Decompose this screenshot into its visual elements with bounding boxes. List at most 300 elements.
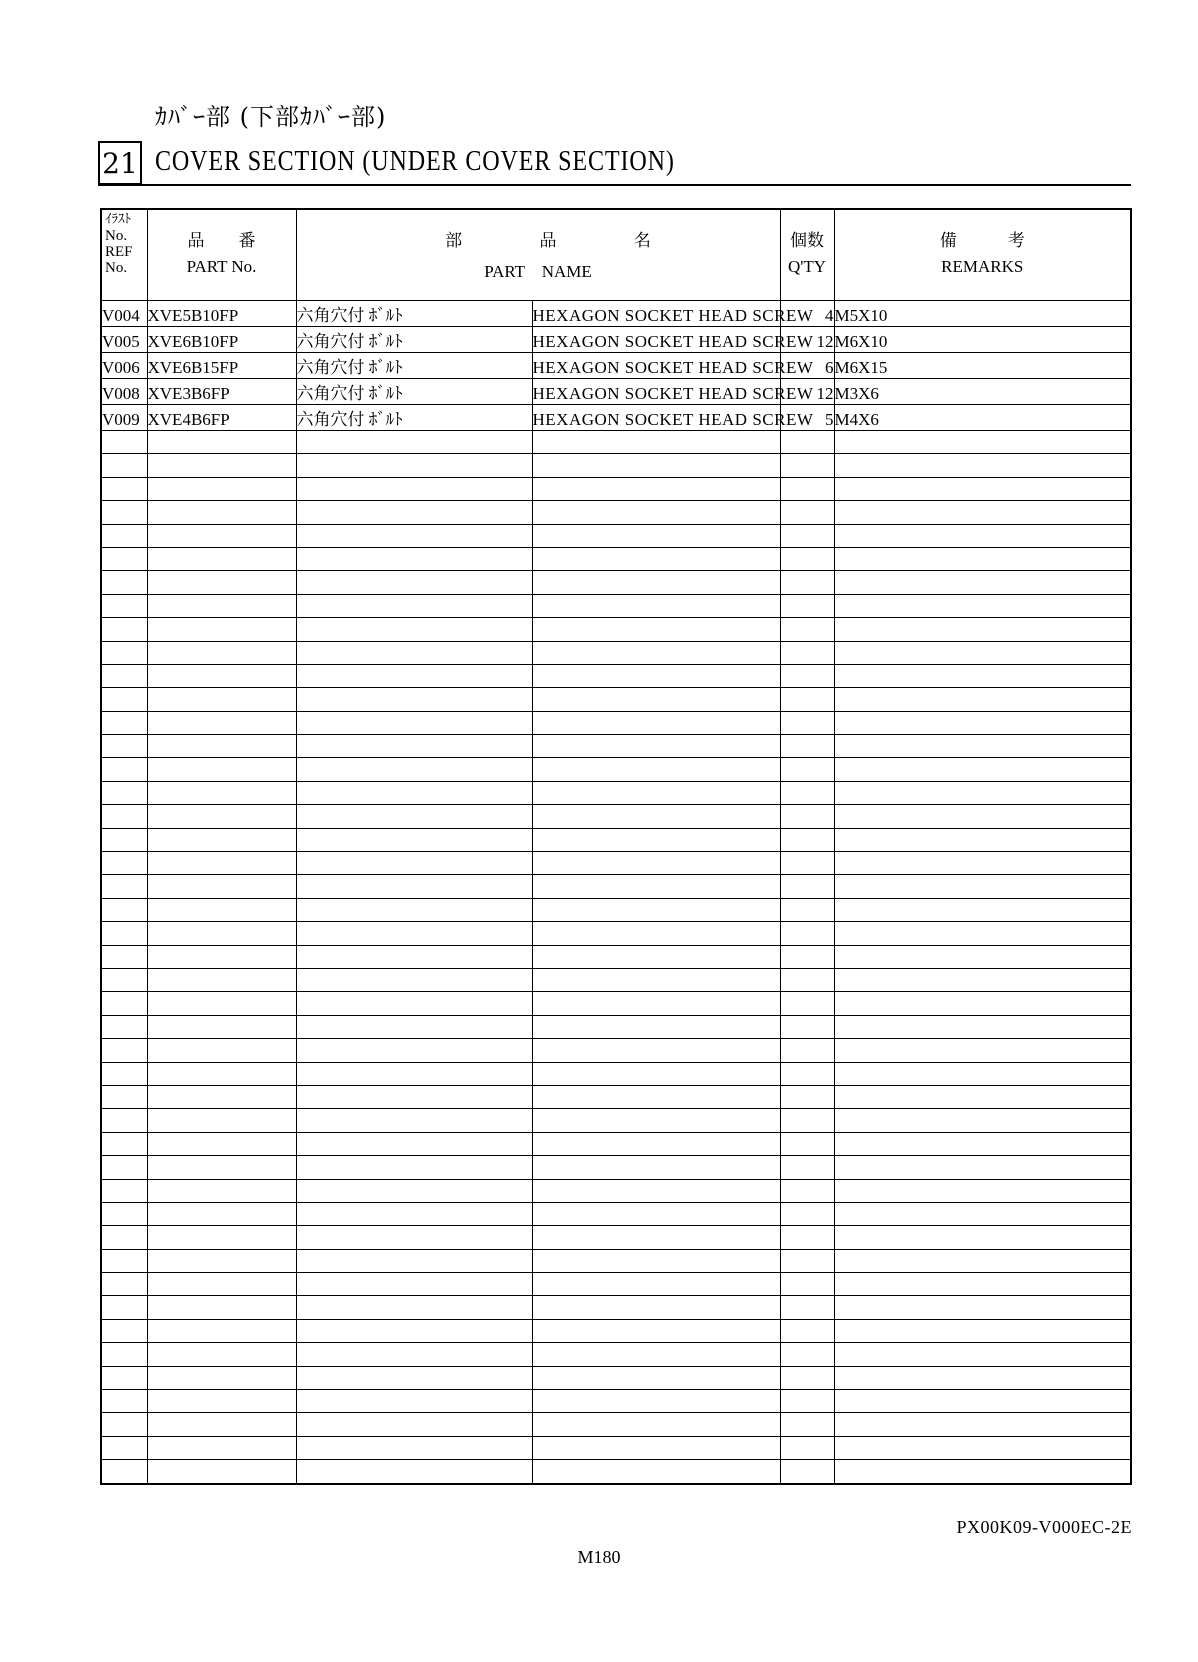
qty-cell: 4 <box>780 301 834 327</box>
empty-cell <box>834 968 1131 991</box>
empty-cell <box>834 805 1131 828</box>
empty-cell <box>101 1085 147 1108</box>
empty-cell <box>147 454 296 477</box>
part-name-jp-cell: 六角穴付 ﾎﾞﾙﾄ <box>296 379 532 405</box>
empty-cell <box>532 1296 780 1319</box>
empty-cell <box>147 1015 296 1038</box>
empty-cell <box>296 431 532 454</box>
part-name-header-jp-1: 部 <box>445 231 463 251</box>
part-name-jp-cell: 六角穴付 ﾎﾞﾙﾄ <box>296 301 532 327</box>
empty-cell <box>780 547 834 570</box>
empty-row <box>101 1296 1131 1319</box>
empty-cell <box>147 1436 296 1459</box>
empty-cell <box>296 664 532 687</box>
empty-row <box>101 1390 1131 1413</box>
empty-cell <box>147 1085 296 1108</box>
empty-cell <box>780 688 834 711</box>
empty-cell <box>101 618 147 641</box>
empty-cell <box>296 852 532 875</box>
empty-cell <box>834 781 1131 804</box>
empty-cell <box>147 524 296 547</box>
section-title-english: COVER SECTION (UNDER COVER SECTION) <box>155 146 675 177</box>
empty-cell <box>296 781 532 804</box>
part-name-header-jp-3: 名 <box>633 231 651 251</box>
empty-cell <box>834 454 1131 477</box>
empty-cell <box>780 922 834 945</box>
table-row <box>101 379 1131 405</box>
empty-row <box>101 922 1131 945</box>
empty-row <box>101 805 1131 828</box>
empty-cell <box>101 1202 147 1225</box>
empty-cell <box>101 1062 147 1085</box>
empty-cell <box>147 992 296 1015</box>
ref-header-en: REF <box>105 244 133 260</box>
empty-cell <box>780 1436 834 1459</box>
empty-cell <box>532 922 780 945</box>
empty-cell <box>780 1296 834 1319</box>
empty-cell <box>834 1179 1131 1202</box>
part-no-header <box>147 209 296 301</box>
empty-cell <box>780 1273 834 1296</box>
qty-header-jp: 個数 <box>790 231 824 251</box>
empty-cell <box>532 1156 780 1179</box>
empty-cell <box>834 501 1131 524</box>
empty-cell <box>780 1109 834 1132</box>
remarks-header <box>834 209 1131 301</box>
part-name-en-cell: HEXAGON SOCKET HEAD SCREW <box>532 405 780 431</box>
empty-cell <box>532 1343 780 1366</box>
empty-cell <box>780 828 834 851</box>
empty-cell <box>101 1296 147 1319</box>
empty-cell <box>101 898 147 921</box>
empty-cell <box>147 1460 296 1484</box>
empty-cell <box>296 594 532 617</box>
empty-cell <box>147 501 296 524</box>
empty-cell <box>101 1015 147 1038</box>
empty-cell <box>296 828 532 851</box>
empty-cell <box>780 1132 834 1155</box>
empty-cell <box>147 1390 296 1413</box>
empty-row <box>101 1413 1131 1436</box>
page-number: M180 <box>577 1547 621 1567</box>
empty-cell <box>101 571 147 594</box>
empty-cell <box>101 968 147 991</box>
empty-row <box>101 664 1131 687</box>
empty-cell <box>147 1249 296 1272</box>
empty-cell <box>532 477 780 500</box>
part-name-en-cell: HEXAGON SOCKET HEAD SCREW <box>532 353 780 379</box>
empty-cell <box>780 1156 834 1179</box>
empty-cell <box>834 1202 1131 1225</box>
ref-header-no: No. <box>105 228 128 244</box>
empty-cell <box>101 758 147 781</box>
empty-cell <box>101 454 147 477</box>
empty-cell <box>296 1413 532 1436</box>
ref-cell: V009 <box>101 405 147 431</box>
remarks-cell: M6X15 <box>834 353 1131 379</box>
empty-cell <box>834 1460 1131 1484</box>
empty-cell <box>532 1179 780 1202</box>
empty-cell <box>780 594 834 617</box>
empty-cell <box>101 547 147 570</box>
empty-row <box>101 1039 1131 1062</box>
empty-cell <box>296 968 532 991</box>
empty-cell <box>101 1343 147 1366</box>
table-row <box>101 327 1131 353</box>
remarks-cell: M5X10 <box>834 301 1131 327</box>
empty-cell <box>532 1460 780 1484</box>
empty-cell <box>296 571 532 594</box>
empty-cell <box>101 805 147 828</box>
empty-cell <box>296 898 532 921</box>
empty-cell <box>780 968 834 991</box>
empty-cell <box>834 1296 1131 1319</box>
empty-cell <box>834 1273 1131 1296</box>
empty-row <box>101 1015 1131 1038</box>
empty-cell <box>532 547 780 570</box>
empty-cell <box>780 1062 834 1085</box>
empty-cell <box>101 1366 147 1389</box>
empty-cell <box>101 477 147 500</box>
empty-cell <box>532 571 780 594</box>
empty-cell <box>532 1039 780 1062</box>
empty-cell <box>532 1062 780 1085</box>
empty-cell <box>101 501 147 524</box>
empty-cell <box>147 735 296 758</box>
empty-cell <box>780 431 834 454</box>
empty-cell <box>147 945 296 968</box>
empty-cell <box>532 735 780 758</box>
empty-cell <box>532 1436 780 1459</box>
empty-cell <box>101 524 147 547</box>
part-name-header <box>296 209 780 301</box>
empty-cell <box>101 431 147 454</box>
empty-cell <box>834 1156 1131 1179</box>
empty-cell <box>834 618 1131 641</box>
empty-cell <box>532 1413 780 1436</box>
empty-row <box>101 571 1131 594</box>
ref-cell: V006 <box>101 353 147 379</box>
empty-cell <box>780 1343 834 1366</box>
document-code: PX00K09-V000EC-2E <box>956 1517 1132 1537</box>
empty-cell <box>532 1366 780 1389</box>
qty-cell: 6 <box>780 353 834 379</box>
part-no-cell: XVE4B6FP <box>147 405 296 431</box>
empty-cell <box>147 1296 296 1319</box>
table-row <box>101 353 1131 379</box>
empty-cell <box>834 735 1131 758</box>
empty-row <box>101 618 1131 641</box>
empty-cell <box>296 922 532 945</box>
empty-row <box>101 758 1131 781</box>
empty-cell <box>834 1249 1131 1272</box>
empty-cell <box>780 1249 834 1272</box>
empty-cell <box>101 594 147 617</box>
empty-cell <box>296 758 532 781</box>
parts-table <box>100 208 1132 1485</box>
empty-cell <box>296 1156 532 1179</box>
empty-cell <box>780 454 834 477</box>
ref-cell: V004 <box>101 301 147 327</box>
empty-cell <box>147 828 296 851</box>
empty-row <box>101 875 1131 898</box>
empty-row <box>101 641 1131 664</box>
empty-cell <box>147 922 296 945</box>
ref-header-jp: ｲﾗｽﾄ <box>105 212 131 227</box>
empty-cell <box>147 1226 296 1249</box>
empty-cell <box>101 735 147 758</box>
empty-cell <box>147 1202 296 1225</box>
empty-cell <box>532 781 780 804</box>
remarks-cell: M6X10 <box>834 327 1131 353</box>
empty-row <box>101 828 1131 851</box>
part-no-cell: XVE5B10FP <box>147 301 296 327</box>
qty-header <box>780 209 834 301</box>
empty-cell <box>147 1343 296 1366</box>
table-row <box>101 301 1131 327</box>
empty-cell <box>101 1179 147 1202</box>
empty-cell <box>147 618 296 641</box>
empty-cell <box>101 828 147 851</box>
empty-cell <box>834 1015 1131 1038</box>
empty-cell <box>780 875 834 898</box>
empty-cell <box>296 1273 532 1296</box>
empty-cell <box>101 1109 147 1132</box>
empty-cell <box>834 594 1131 617</box>
empty-cell <box>532 968 780 991</box>
empty-cell <box>780 711 834 734</box>
empty-cell <box>296 735 532 758</box>
empty-cell <box>101 1460 147 1484</box>
empty-cell <box>296 1039 532 1062</box>
qty-cell: 5 <box>780 405 834 431</box>
empty-cell <box>147 594 296 617</box>
empty-cell <box>834 852 1131 875</box>
empty-cell <box>296 875 532 898</box>
empty-cell <box>834 1085 1131 1108</box>
empty-cell <box>532 1109 780 1132</box>
empty-cell <box>834 898 1131 921</box>
empty-row <box>101 524 1131 547</box>
remarks-cell: M3X6 <box>834 379 1131 405</box>
empty-cell <box>101 1132 147 1155</box>
empty-cell <box>532 1390 780 1413</box>
empty-row <box>101 1343 1131 1366</box>
empty-cell <box>296 1109 532 1132</box>
empty-row <box>101 1202 1131 1225</box>
empty-cell <box>834 547 1131 570</box>
empty-cell <box>834 641 1131 664</box>
empty-cell <box>147 852 296 875</box>
part-no-cell: XVE6B10FP <box>147 327 296 353</box>
ref-header-no2: No. <box>105 260 128 276</box>
empty-cell <box>296 1390 532 1413</box>
empty-row <box>101 945 1131 968</box>
part-no-cell: XVE6B15FP <box>147 353 296 379</box>
empty-cell <box>101 852 147 875</box>
empty-cell <box>296 477 532 500</box>
empty-cell <box>780 758 834 781</box>
empty-cell <box>532 454 780 477</box>
empty-cell <box>780 641 834 664</box>
empty-cell <box>101 1249 147 1272</box>
empty-cell <box>296 641 532 664</box>
empty-cell <box>296 1062 532 1085</box>
empty-cell <box>532 898 780 921</box>
empty-cell <box>834 758 1131 781</box>
part-name-en-cell: HEXAGON SOCKET HEAD SCREW <box>532 379 780 405</box>
empty-cell <box>780 1039 834 1062</box>
empty-cell <box>834 1062 1131 1085</box>
empty-cell <box>834 1039 1131 1062</box>
empty-row <box>101 477 1131 500</box>
empty-row <box>101 431 1131 454</box>
empty-cell <box>532 501 780 524</box>
empty-cell <box>147 758 296 781</box>
empty-cell <box>101 1436 147 1459</box>
empty-cell <box>780 1179 834 1202</box>
qty-header-en: Q'TY <box>787 257 826 276</box>
empty-cell <box>834 1390 1131 1413</box>
empty-cell <box>834 828 1131 851</box>
empty-row <box>101 711 1131 734</box>
empty-cell <box>296 1249 532 1272</box>
empty-cell <box>780 1202 834 1225</box>
empty-cell <box>834 664 1131 687</box>
remarks-cell: M4X6 <box>834 405 1131 431</box>
empty-cell <box>834 477 1131 500</box>
empty-cell <box>101 1319 147 1342</box>
empty-row <box>101 501 1131 524</box>
empty-cell <box>834 1226 1131 1249</box>
empty-row <box>101 852 1131 875</box>
empty-cell <box>780 1366 834 1389</box>
empty-cell <box>834 945 1131 968</box>
empty-cell <box>101 664 147 687</box>
empty-cell <box>296 688 532 711</box>
empty-row <box>101 1226 1131 1249</box>
empty-cell <box>780 735 834 758</box>
table-header-row <box>101 209 1131 301</box>
ref-cell: V005 <box>101 327 147 353</box>
empty-cell <box>296 1179 532 1202</box>
empty-cell <box>834 1132 1131 1155</box>
empty-cell <box>532 1085 780 1108</box>
empty-cell <box>296 992 532 1015</box>
empty-cell <box>780 571 834 594</box>
part-name-en-cell: HEXAGON SOCKET HEAD SCREW <box>532 327 780 353</box>
section-title-japanese: ｶﾊﾞｰ部 (下部ｶﾊﾞｰ部) <box>155 103 387 131</box>
empty-row <box>101 454 1131 477</box>
empty-cell <box>147 1109 296 1132</box>
empty-row <box>101 547 1131 570</box>
empty-row <box>101 1132 1131 1155</box>
empty-cell <box>532 594 780 617</box>
empty-cell <box>296 1366 532 1389</box>
empty-row <box>101 968 1131 991</box>
empty-cell <box>147 571 296 594</box>
empty-cell <box>532 664 780 687</box>
empty-cell <box>834 431 1131 454</box>
empty-cell <box>532 758 780 781</box>
table-row <box>101 405 1131 431</box>
part-no-header-jp: 品 番 <box>187 231 256 251</box>
empty-cell <box>780 805 834 828</box>
empty-row <box>101 1179 1131 1202</box>
empty-cell <box>147 968 296 991</box>
empty-cell <box>532 711 780 734</box>
empty-cell <box>296 1343 532 1366</box>
empty-row <box>101 1460 1131 1484</box>
empty-cell <box>780 945 834 968</box>
empty-cell <box>780 477 834 500</box>
empty-cell <box>147 477 296 500</box>
empty-row <box>101 1085 1131 1108</box>
empty-cell <box>532 992 780 1015</box>
empty-cell <box>147 688 296 711</box>
empty-cell <box>296 524 532 547</box>
empty-cell <box>101 1226 147 1249</box>
empty-cell <box>834 1413 1131 1436</box>
empty-row <box>101 1436 1131 1459</box>
empty-cell <box>532 688 780 711</box>
empty-cell <box>296 1226 532 1249</box>
ref-no-header <box>101 209 147 301</box>
empty-cell <box>101 781 147 804</box>
empty-cell <box>101 1390 147 1413</box>
remarks-header-jp: 備 考 <box>939 231 1025 251</box>
empty-row <box>101 735 1131 758</box>
empty-cell <box>834 992 1131 1015</box>
empty-cell <box>147 711 296 734</box>
empty-cell <box>101 1039 147 1062</box>
empty-cell <box>532 945 780 968</box>
empty-cell <box>147 664 296 687</box>
empty-cell <box>532 1273 780 1296</box>
empty-cell <box>101 945 147 968</box>
empty-cell <box>101 875 147 898</box>
part-name-header-jp-2: 品 <box>539 231 557 251</box>
empty-cell <box>834 711 1131 734</box>
empty-cell <box>296 547 532 570</box>
empty-cell <box>780 992 834 1015</box>
empty-cell <box>101 688 147 711</box>
empty-cell <box>780 1319 834 1342</box>
empty-cell <box>532 1226 780 1249</box>
empty-cell <box>834 1319 1131 1342</box>
empty-cell <box>147 1156 296 1179</box>
empty-cell <box>296 1296 532 1319</box>
empty-cell <box>147 1273 296 1296</box>
empty-cell <box>532 524 780 547</box>
empty-cell <box>147 805 296 828</box>
empty-cell <box>834 524 1131 547</box>
empty-cell <box>147 1366 296 1389</box>
empty-cell <box>296 454 532 477</box>
empty-cell <box>296 1132 532 1155</box>
empty-cell <box>296 1460 532 1484</box>
remarks-header-en: REMARKS <box>941 257 1024 276</box>
empty-cell <box>532 641 780 664</box>
empty-cell <box>834 1436 1131 1459</box>
empty-cell <box>532 1015 780 1038</box>
empty-cell <box>101 992 147 1015</box>
empty-cell <box>147 431 296 454</box>
empty-cell <box>101 1156 147 1179</box>
empty-cell <box>147 1413 296 1436</box>
empty-cell <box>834 688 1131 711</box>
empty-cell <box>780 852 834 875</box>
